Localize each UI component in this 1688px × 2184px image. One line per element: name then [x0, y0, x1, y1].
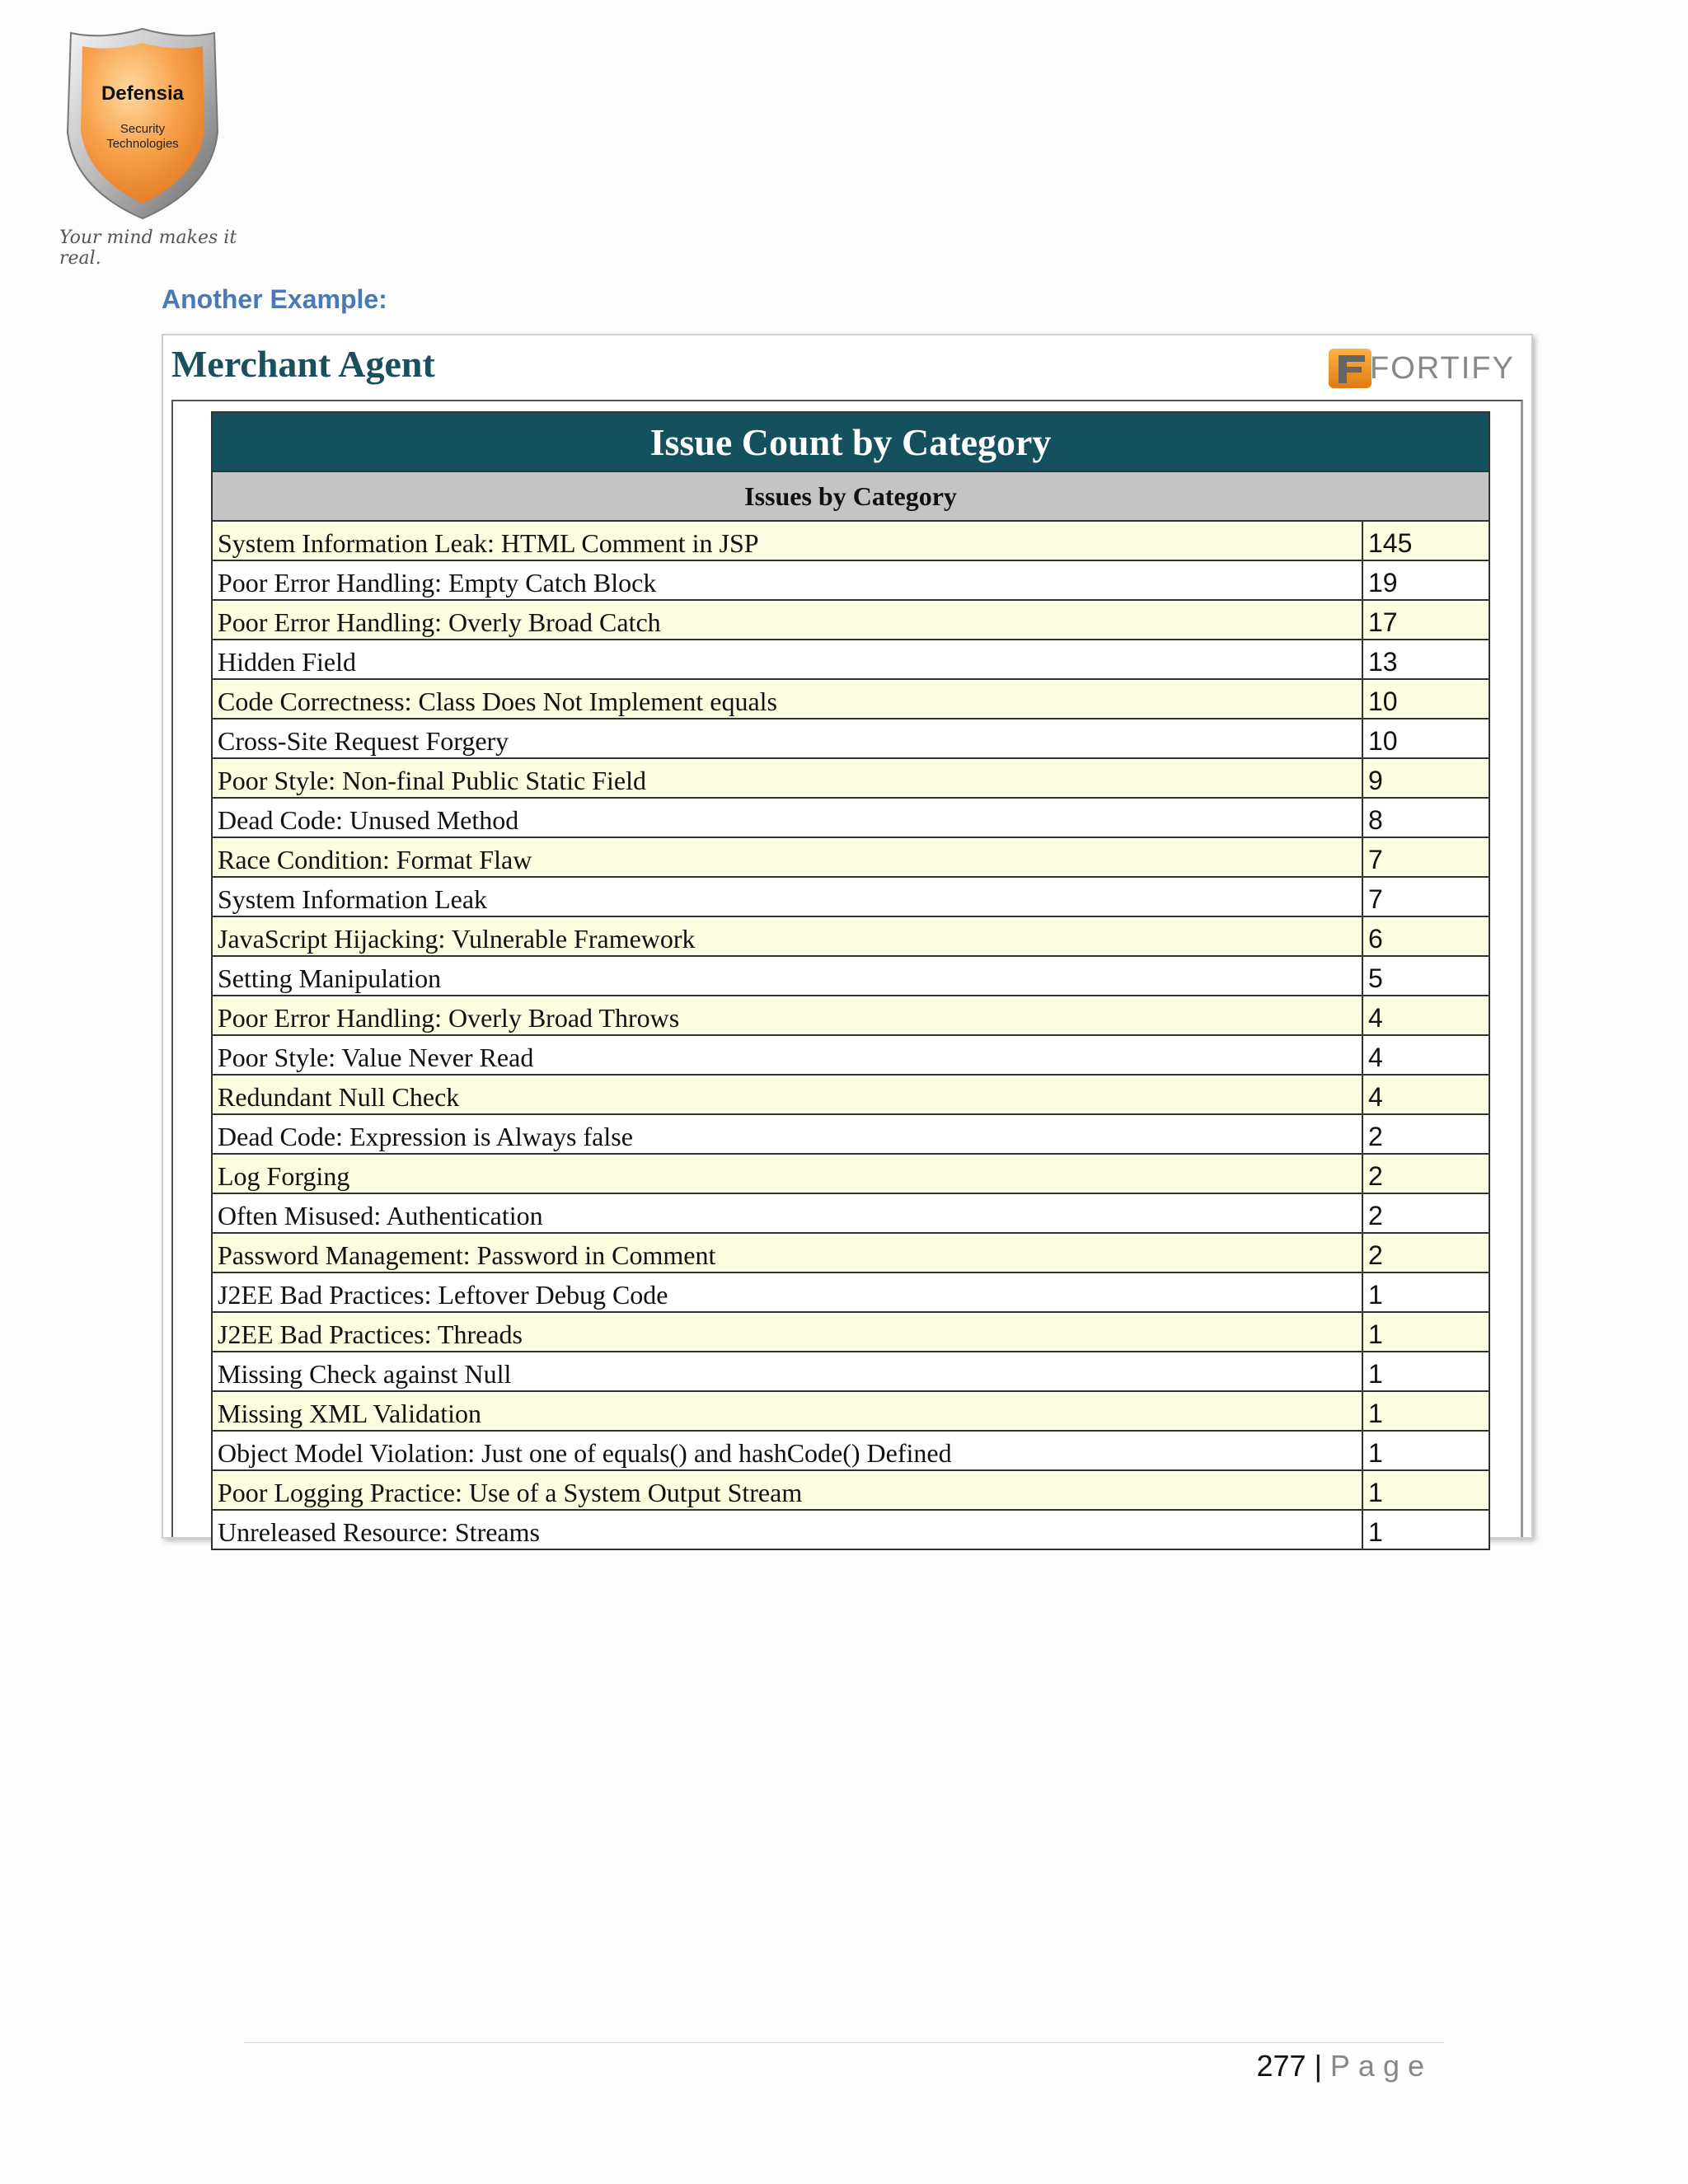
issue-count: 1: [1362, 1431, 1489, 1470]
table-row: [212, 679, 1489, 719]
issue-count: 4: [1362, 1035, 1489, 1075]
issue-category: Poor Error Handling: Empty Catch Block: [212, 560, 1362, 600]
issue-category: J2EE Bad Practices: Leftover Debug Code: [212, 1272, 1362, 1312]
issue-count: 1: [1362, 1510, 1489, 1549]
issue-count: 10: [1362, 719, 1489, 758]
logo-subtitle-2: Technologies: [106, 137, 179, 151]
table-row: [212, 1233, 1489, 1272]
table-row: [212, 956, 1489, 996]
table-row: [212, 1352, 1489, 1391]
page-number: 277: [1256, 2049, 1306, 2083]
issue-category: System Information Leak: HTML Comment in JSP: [212, 521, 1362, 560]
issue-count: 1: [1362, 1312, 1489, 1352]
issue-category: Log Forging: [212, 1154, 1362, 1193]
issue-category: JavaScript Hijacking: Vulnerable Framework: [212, 916, 1362, 956]
defensia-logo: [56, 25, 237, 255]
issue-category: Setting Manipulation: [212, 956, 1362, 996]
issue-category: Poor Style: Value Never Read: [212, 1035, 1362, 1075]
issue-count: 7: [1362, 837, 1489, 877]
issue-category: Race Condition: Format Flaw: [212, 837, 1362, 877]
issue-count: 1: [1362, 1391, 1489, 1431]
table-row: [212, 1272, 1489, 1312]
issue-count: 1: [1362, 1470, 1489, 1510]
section-heading: Another Example:: [162, 284, 387, 314]
issue-count: 1: [1362, 1352, 1489, 1391]
table-row: [212, 798, 1489, 837]
issue-category: Password Management: Password in Comment: [212, 1233, 1362, 1272]
issue-count: 2: [1362, 1233, 1489, 1272]
footer-divider: [244, 2042, 1444, 2043]
issue-category: Redundant Null Check: [212, 1075, 1362, 1114]
issue-count: 17: [1362, 600, 1489, 640]
table-row: [212, 1312, 1489, 1352]
issue-count: 8: [1362, 798, 1489, 837]
issue-count: 2: [1362, 1154, 1489, 1193]
table-row: [212, 877, 1489, 916]
table-title: Issue Count by Category: [212, 412, 1489, 471]
issue-category: Poor Error Handling: Overly Broad Catch: [212, 600, 1362, 640]
issue-category: Poor Error Handling: Overly Broad Throws: [212, 996, 1362, 1035]
issue-count: 9: [1362, 758, 1489, 798]
issue-count: 13: [1362, 640, 1489, 679]
page-word: Page: [1329, 2049, 1432, 2083]
issue-count: 1: [1362, 1272, 1489, 1312]
issue-count: 145: [1362, 521, 1489, 560]
issue-category: Cross-Site Request Forgery: [212, 719, 1362, 758]
page-separator: |: [1314, 2049, 1322, 2083]
page-footer: [1256, 2049, 1432, 2083]
issue-category: Poor Logging Practice: Use of a System Output Stream: [212, 1470, 1362, 1510]
table-row: [212, 1470, 1489, 1510]
issue-category: J2EE Bad Practices: Threads: [212, 1312, 1362, 1352]
report-screenshot: [162, 334, 1533, 1547]
issue-count: 19: [1362, 560, 1489, 600]
issue-category: Unreleased Resource: Streams: [212, 1510, 1362, 1549]
issue-count: 10: [1362, 679, 1489, 719]
issue-count: 6: [1362, 916, 1489, 956]
table-row: [212, 1193, 1489, 1233]
table-row: [212, 521, 1489, 560]
report-title: Merchant Agent: [171, 343, 435, 385]
table-row: [212, 1391, 1489, 1431]
table-row: [212, 1510, 1489, 1549]
logo-tagline: Your mind makes it real.: [59, 227, 237, 269]
table-row: [212, 837, 1489, 877]
issue-category: Object Model Violation: Just one of equals() and hashCode() Defined: [212, 1431, 1362, 1470]
issue-count: 4: [1362, 1075, 1489, 1114]
table-row: [212, 1075, 1489, 1114]
issue-rows: [212, 521, 1489, 1549]
fortify-wordmark: FORTIFY: [1370, 350, 1515, 386]
table-row: [212, 600, 1489, 640]
issue-count: 5: [1362, 956, 1489, 996]
issue-count: 2: [1362, 1114, 1489, 1154]
issue-category: Poor Style: Non-final Public Static Field: [212, 758, 1362, 798]
table-row: [212, 916, 1489, 956]
logo-name: Defensia: [101, 82, 185, 105]
logo-subtitle-1: Security: [120, 122, 166, 136]
issue-category: Dead Code: Expression is Always false: [212, 1114, 1362, 1154]
fortify-f-icon: [1325, 345, 1375, 391]
issue-count: 2: [1362, 1193, 1489, 1233]
issue-category: Missing Check against Null: [212, 1352, 1362, 1391]
issue-count: 7: [1362, 877, 1489, 916]
table-row: [212, 1154, 1489, 1193]
issue-category: Code Correctness: Class Does Not Implement equals: [212, 679, 1362, 719]
fortify-logo: [1325, 342, 1515, 395]
table-row: [212, 719, 1489, 758]
issue-count: 4: [1362, 996, 1489, 1035]
issue-category: Hidden Field: [212, 640, 1362, 679]
table-row: [212, 1035, 1489, 1075]
table-row: [212, 1431, 1489, 1470]
table-row: [212, 1114, 1489, 1154]
table-row: [212, 996, 1489, 1035]
issue-category: System Information Leak: [212, 877, 1362, 916]
issue-count-table: [211, 411, 1490, 1550]
table-row: [212, 640, 1489, 679]
report-panel: [171, 400, 1523, 1547]
issue-category: Missing XML Validation: [212, 1391, 1362, 1431]
issue-category: Often Misused: Authentication: [212, 1193, 1362, 1233]
table-row: [212, 758, 1489, 798]
issue-category: Dead Code: Unused Method: [212, 798, 1362, 837]
table-subtitle: Issues by Category: [212, 471, 1489, 521]
table-row: [212, 560, 1489, 600]
